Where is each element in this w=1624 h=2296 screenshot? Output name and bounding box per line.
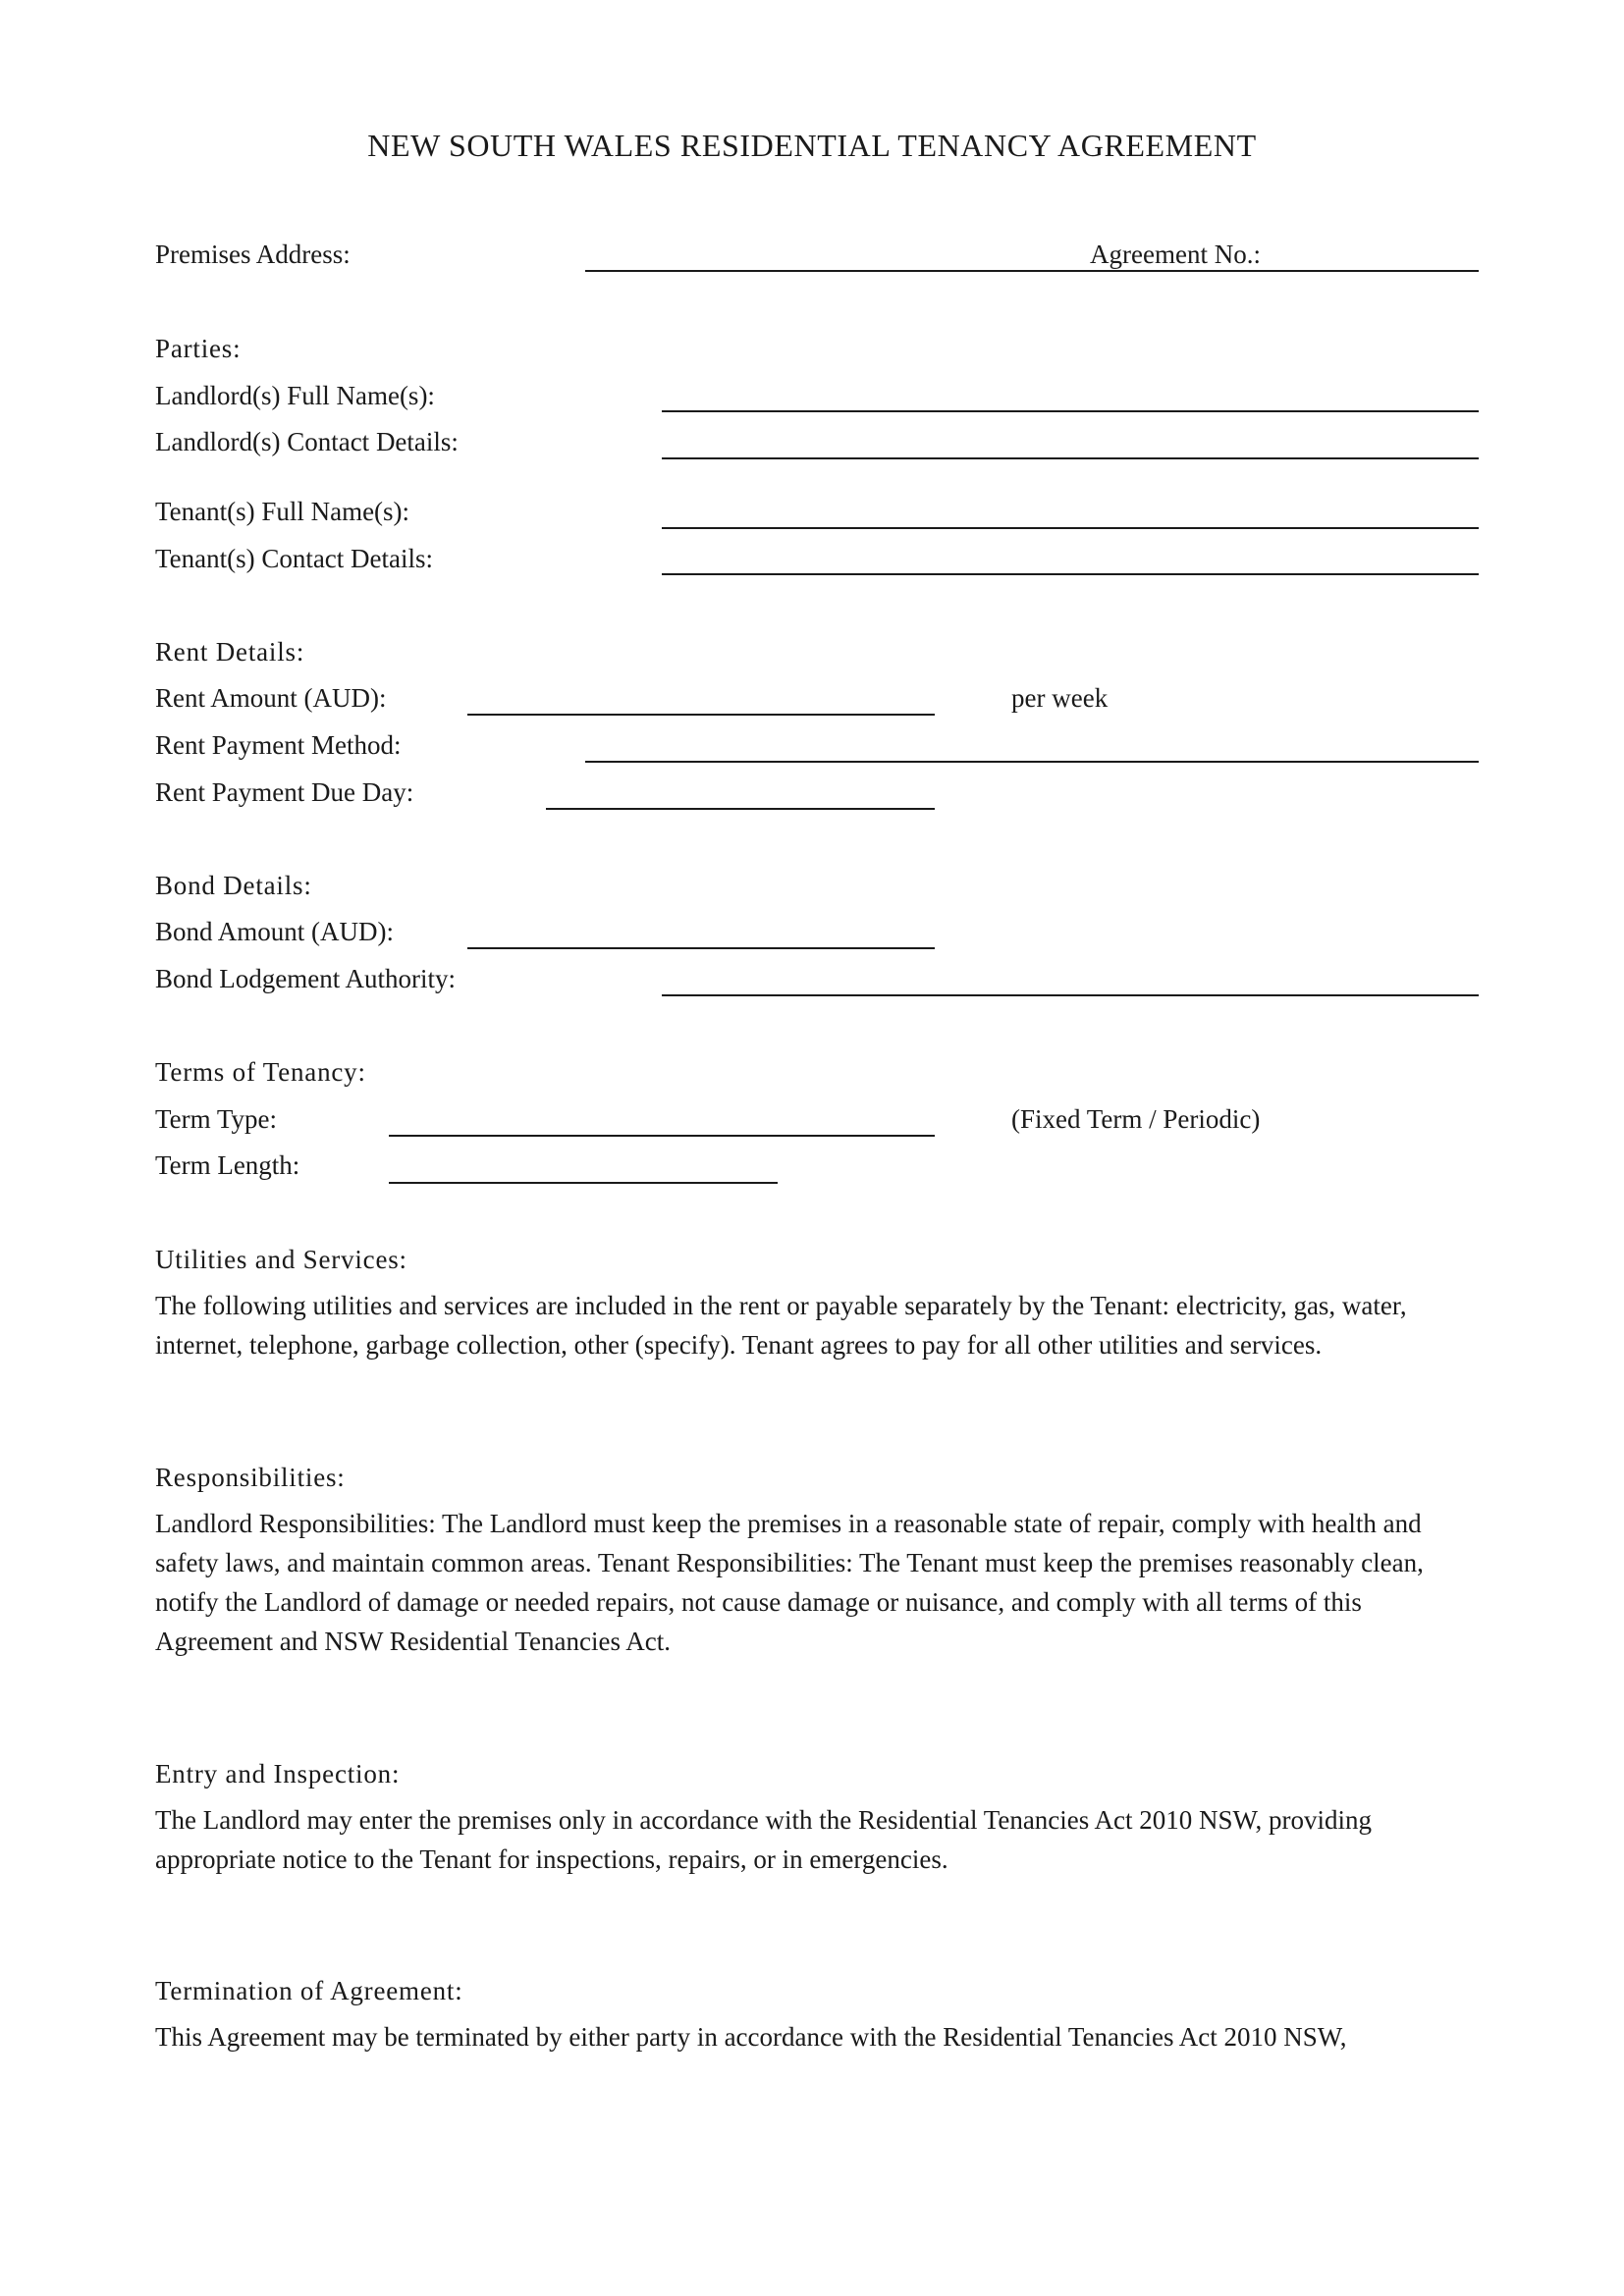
landlord-name-field[interactable] — [662, 410, 1479, 412]
termination-paragraph: This Agreement may be terminated by either party in accordance with the Residential Tenancies Act 2010 NSW, — [155, 2022, 1347, 2052]
bond-heading: Bond Details: — [155, 871, 312, 900]
document-title: NEW SOUTH WALES RESIDENTIAL TENANCY AGREEMENT — [367, 128, 1257, 163]
utilities-paragraph: The following utilities and services are included in the rent or payable separately by the Tenant: electricity, gas, water, internet, telephone, garbage collection, other (specify). Tenant agrees to pay for all other utilities and services. — [155, 1291, 1407, 1360]
rent-amount-suffix: per week — [1011, 683, 1109, 713]
rent-heading: Rent Details: — [155, 637, 305, 667]
bond-authority-field[interactable] — [662, 994, 1479, 996]
term-type-hint: (Fixed Term / Periodic) — [1011, 1104, 1261, 1134]
tenant-name-label: Tenant(s) Full Name(s): — [155, 497, 410, 526]
term-type-field[interactable] — [389, 1135, 935, 1137]
term-length-field[interactable] — [389, 1182, 778, 1184]
terms-heading: Terms of Tenancy: — [155, 1057, 366, 1087]
termination-heading: Termination of Agreement: — [155, 1976, 463, 2005]
bond-authority-label: Bond Lodgement Authority: — [155, 964, 456, 993]
landlord-contact-field[interactable] — [662, 457, 1479, 459]
responsibilities-paragraph: Landlord Responsibilities: The Landlord must keep the premises in a reasonable state of repair, comply with health and safety laws, and maintain common areas. Tenant Responsibilities: The Tenant must keep the premises reasonably clean, notify the Landlord of damage or needed repairs, not cause damage or nuisance, and comply with all terms of this Agreement and NSW Residential Tenancies Act. — [155, 1509, 1424, 1656]
premises-address-label: Premises Address: — [155, 240, 351, 269]
landlord-name-label: Landlord(s) Full Name(s): — [155, 381, 435, 410]
responsibilities-heading: Responsibilities: — [155, 1463, 346, 1492]
tenant-contact-label: Tenant(s) Contact Details: — [155, 544, 434, 573]
rent-amount-label: Rent Amount (AUD): — [155, 683, 387, 713]
entry-heading: Entry and Inspection: — [155, 1759, 401, 1789]
tenant-name-field[interactable] — [662, 527, 1479, 529]
rent-due-day-field[interactable] — [546, 808, 935, 810]
rent-payment-method-label: Rent Payment Method: — [155, 730, 402, 760]
premises-address-field[interactable] — [585, 270, 1479, 272]
landlord-contact-label: Landlord(s) Contact Details: — [155, 427, 459, 456]
parties-heading: Parties: — [155, 334, 242, 363]
rent-payment-method-field[interactable] — [585, 761, 1479, 763]
rent-amount-field[interactable] — [467, 714, 935, 716]
utilities-heading: Utilities and Services: — [155, 1245, 407, 1274]
bond-amount-field[interactable] — [467, 947, 935, 949]
tenant-contact-field[interactable] — [662, 573, 1479, 575]
term-type-label: Term Type: — [155, 1104, 277, 1134]
bond-amount-label: Bond Amount (AUD): — [155, 917, 394, 946]
rent-due-day-label: Rent Payment Due Day: — [155, 777, 414, 807]
term-length-label: Term Length: — [155, 1150, 300, 1180]
agreement-no-label: Agreement No.: — [1090, 240, 1261, 269]
entry-paragraph: The Landlord may enter the premises only in accordance with the Residential Tenancies Act 2010 NSW, providing appropriate notice to the Tenant for inspections, repairs, or in emergencies. — [155, 1805, 1373, 1874]
